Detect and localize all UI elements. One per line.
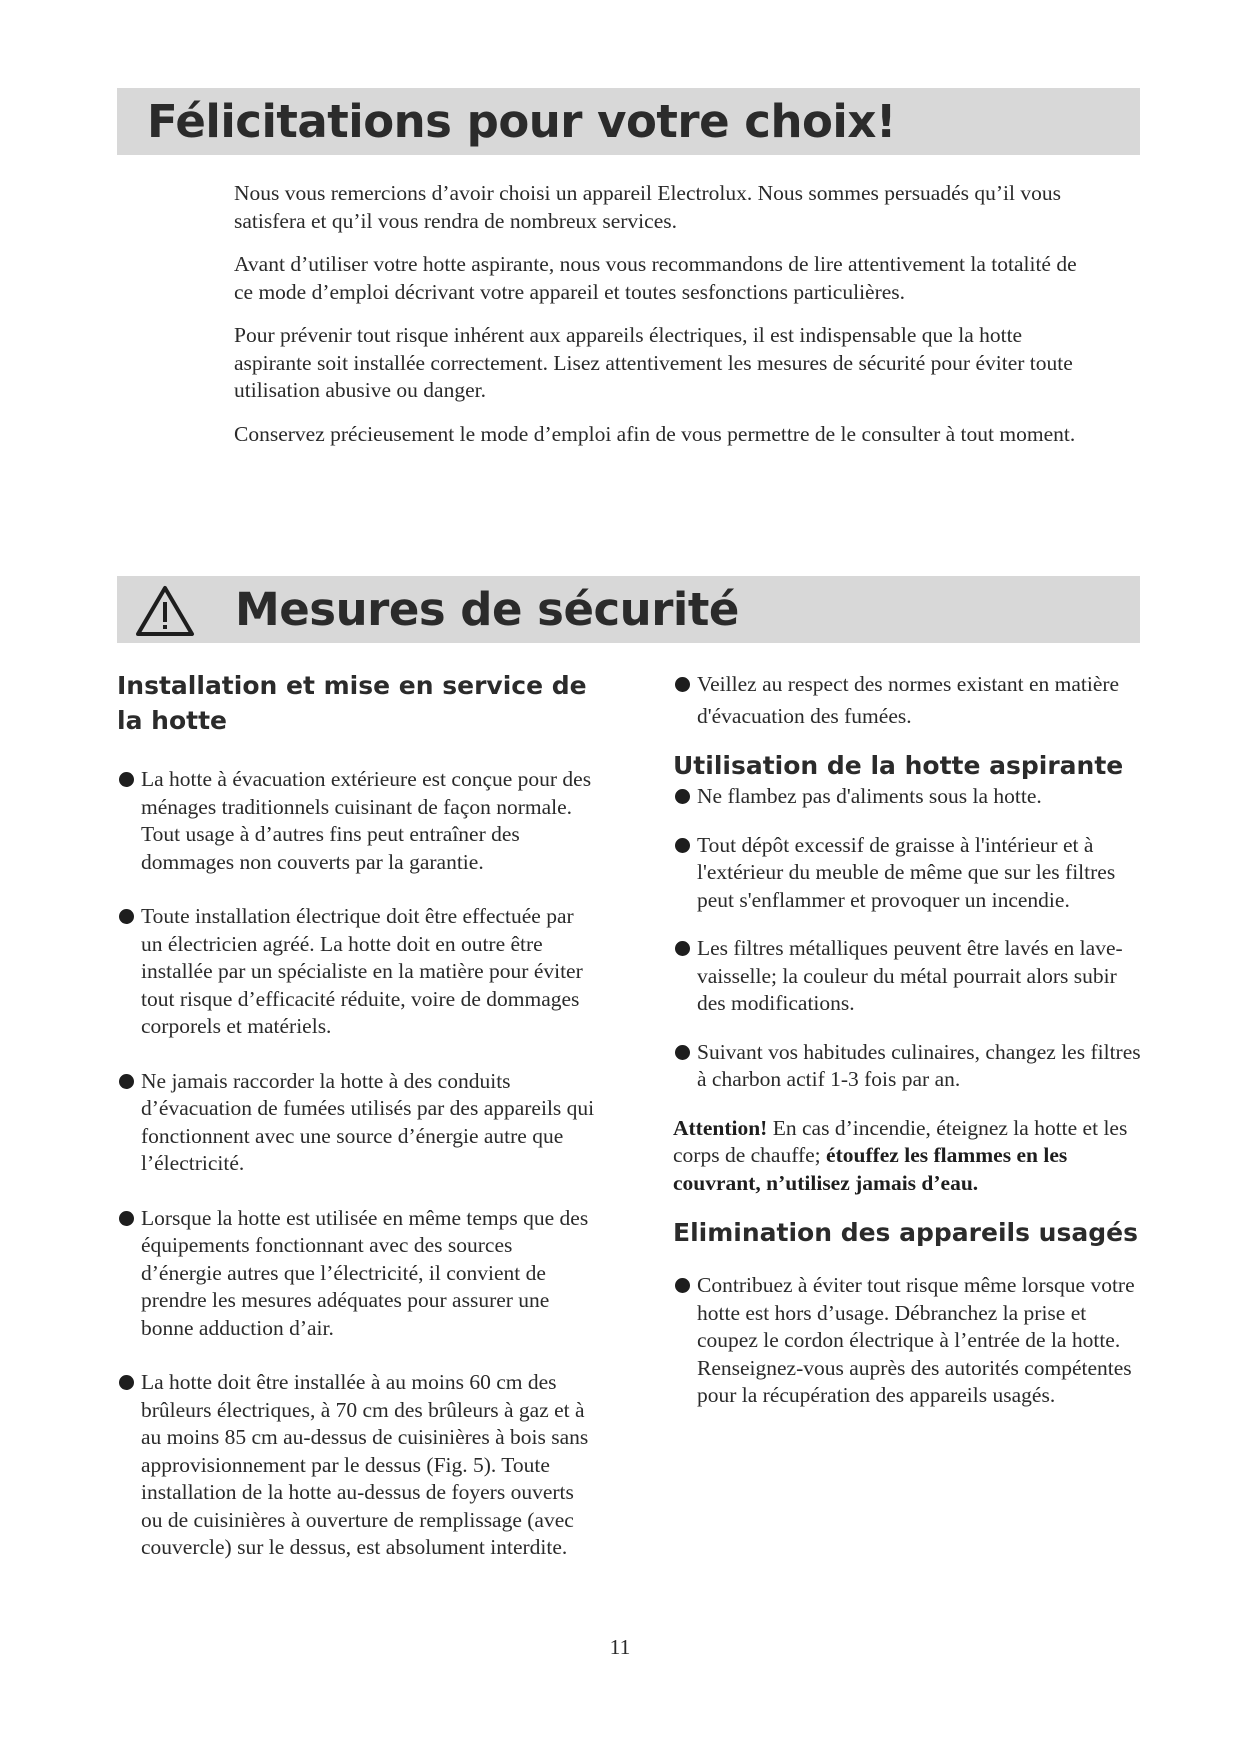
list-item: Veillez au respect des normes existant en matière d'évacuation des fumées.: [673, 668, 1148, 732]
bullet-icon: [119, 1375, 134, 1390]
intro-paragraph: Nous vous remercions d’avoir choisi un appareil Electrolux. Nous sommes persuadés qu’il vous satisfera et qu’il vous rendra de nombreux services.: [234, 181, 1061, 233]
bullet-icon: [675, 677, 690, 692]
warning-triangle-icon: [134, 584, 196, 638]
installation-list: [117, 766, 597, 1562]
bullet-icon: [119, 1074, 134, 1089]
bullet-icon: [119, 909, 134, 924]
bullet-icon: [675, 838, 690, 853]
installation-heading: Installation et mise en service de la hotte: [117, 671, 587, 735]
bullet-icon: [675, 1278, 690, 1293]
list-item: Contribuez à éviter tout risque même lorsque votre hotte est hors d’usage. Débranchez la prise et coupez le cordon électrique à l’entrée de la hotte. Renseignez-vous auprès des autorités compétentes pour la récupération des appareils usagés.: [673, 1272, 1148, 1410]
attention-bold-text: étouffez les flammes en les couvrant, n’utilisez jamais d’eau.: [673, 1143, 1068, 1195]
list-item: Suivant vos habitudes culinaires, changez les filtres à charbon actif 1-3 fois par an.: [673, 1039, 1148, 1094]
list-item: Ne flambez pas d'aliments sous la hotte.: [673, 783, 1148, 811]
congrats-banner: [117, 88, 1140, 155]
intro-paragraph: Avant d’utiliser votre hotte aspirante, nous vous recommandons de lire attentivement la totalité de ce mode d’emploi décrivant votre appareil et toutes sesfonctions particulières.: [234, 252, 1077, 304]
bullet-icon: [675, 789, 690, 804]
list-item: Lorsque la hotte est utilisée en même temps que des équipements fonctionnant avec des sources d’énergie autres que l’électricité, il convient de prendre les mesures adéquates pour assurer une bonne adduction d’air.: [117, 1205, 597, 1343]
usage-heading: Utilisation de la hotte aspirante: [673, 751, 1124, 780]
bullet-icon: [119, 1211, 134, 1226]
intro-text: [234, 180, 1094, 464]
bullet-icon: [119, 772, 134, 787]
list-item: La hotte doit être installée à au moins 60 cm des brûleurs électriques, à 70 cm des brûleurs à gaz et à au moins 85 cm au-dessus de cuisinières à bois sans approvisionnement par le dessus (Fig. 5). Toute installation de la hotte au-dessus de foyers ouverts ou de cuisinières à ouverture de remplissage (avec couvercle) sur le dessus, est absolument interdite.: [117, 1369, 597, 1562]
bullet-icon: [675, 1045, 690, 1060]
bullet-icon: [675, 941, 690, 956]
disposal-heading: Elimination des appareils usagés: [673, 1218, 1138, 1247]
list-item: La hotte à évacuation extérieure est conçue pour des ménages traditionnels cuisinant de façon normale. Tout usage à d’autres fins peut entraîner des dommages non couverts par la garantie.: [117, 766, 597, 876]
list-item: Tout dépôt excessif de graisse à l'intérieur et à l'extérieur du meuble de même que sur les filtres peut s'enflammer et provoquer un incendie.: [673, 832, 1148, 915]
page-number: 11: [609, 1635, 631, 1659]
safety-title: Mesures de sécurité: [235, 583, 739, 636]
list-item: Les filtres métalliques peuvent être lavés en lave-vaisselle; la couleur du métal pourrait alors subir des modifications.: [673, 935, 1148, 1018]
right-column: [673, 668, 1148, 1431]
installation-section: [117, 668, 597, 1589]
intro-paragraph: Pour prévenir tout risque inhérent aux appareils électriques, il est indispensable que la hotte aspirante soit installée correctement. Lisez attentivement les mesures de sécurité pour éviter toute utilisation abusive ou danger.: [234, 323, 1073, 402]
congrats-title: Félicitations pour votre choix!: [147, 95, 896, 148]
disposal-list: [673, 1272, 1148, 1410]
attention-label: Attention!: [673, 1115, 768, 1140]
usage-list: [673, 783, 1148, 1094]
installation-list-continued: [673, 668, 1148, 732]
safety-banner: [117, 576, 1140, 643]
intro-paragraph: Conservez précieusement le mode d’emploi afin de vous permettre de le consulter à tout moment.: [234, 421, 1076, 446]
list-item: Toute installation électrique doit être effectuée par un électricien agréé. La hotte doit en outre être installée par un spécialiste en la matière pour éviter tout risque d’efficacité réduite, voire de dommages corporels et matériels.: [117, 903, 597, 1041]
list-item: Ne jamais raccorder la hotte à des conduits d’évacuation de fumées utilisés par des appareils qui fonctionnent avec une source d’énergie autre que l’électricité.: [117, 1068, 597, 1178]
attention-note: Attention! En cas d’incendie, éteignez la hotte et les corps de chauffe; étouffez les flammes en les couvrant, n’utilisez jamais d’eau.: [673, 1115, 1128, 1195]
